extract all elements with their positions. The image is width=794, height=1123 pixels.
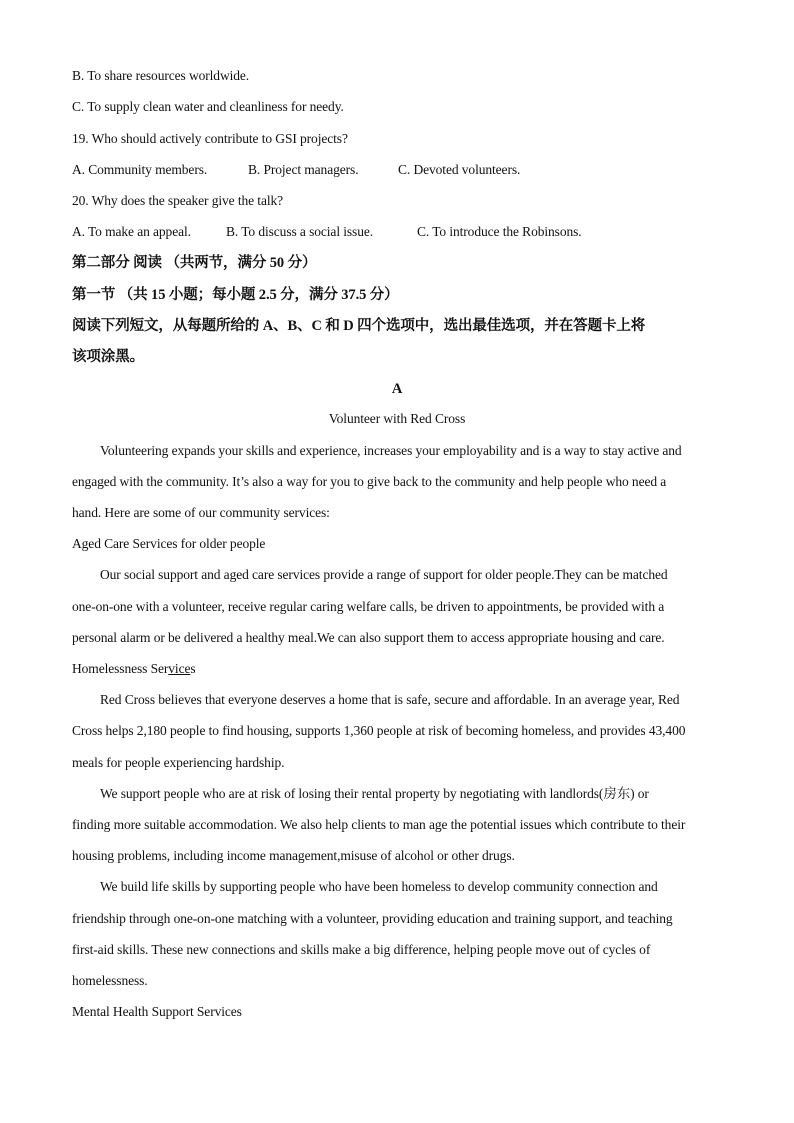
option-20-c: C. To introduce the Robinsons. xyxy=(417,224,582,239)
question-19: 19. Who should actively contribute to GSI projects? xyxy=(72,131,348,146)
home-line-6: housing problems, including income management,misuse of alcohol or other drugs. xyxy=(72,848,515,863)
instruction-line-1: 阅读下列短文，从每题所给的 A、B、C 和 D 四个选项中，选出最佳选项，并在答题卡上将 xyxy=(72,318,646,334)
aged-line-1: Our social support and aged care services provide a range of support for older people.They can be matched xyxy=(100,567,668,582)
heading-mental-health: Mental Health Support Services xyxy=(72,1004,242,1019)
options-20 xyxy=(72,223,582,241)
option-18-b: B. To share resources worldwide. xyxy=(72,68,250,83)
home-line-8: friendship through one-on-one matching with a volunteer, providing education and training support, and teaching xyxy=(72,911,673,926)
option-19-b: B. Project managers. xyxy=(248,162,359,177)
heading-aged-care: Aged Care Services for older people xyxy=(72,536,266,551)
home-line-7: We build life skills by supporting people who have been homeless to develop community connection and xyxy=(100,879,658,894)
passage-title: Volunteer with Red Cross xyxy=(328,411,466,426)
question-20: 20. Why does the speaker give the talk? xyxy=(72,193,284,208)
home-line-10: homelessness. xyxy=(72,973,148,988)
aged-line-3: personal alarm or be delivered a healthy meal.We can also support them to access appropriate housing and care. xyxy=(72,630,665,645)
instruction-line-2: 该项涂黑。 xyxy=(72,349,144,365)
home-line-5: finding more suitable accommodation. We also help clients to man age the potential issues which contribute to their xyxy=(72,817,686,832)
home-line-2: Cross helps 2,180 people to find housing, supports 1,360 people at risk of becoming homeless, and provides 43,400 xyxy=(72,723,686,738)
option-19-a: A. Community members. xyxy=(72,162,208,177)
subsection-title: 第一节 （共 15 小题；每小题 2.5 分，满分 37.5 分） xyxy=(72,287,399,303)
intro-line-3: hand. Here are some of our community services: xyxy=(72,505,330,520)
intro-line-1: Volunteering expands your skills and experience, increases your employability and is a way to stay active and xyxy=(100,443,682,458)
part-title: 第二部分 阅读 （共两节，满分 50 分） xyxy=(72,255,317,271)
heading-homelessness xyxy=(72,660,196,678)
heading-homelessness-part-1: Homelessness Ser xyxy=(72,661,169,676)
option-18-c: C. To supply clean water and cleanliness for needy. xyxy=(72,99,344,114)
passage-label: A xyxy=(391,381,403,397)
option-20-a: A. To make an appeal. xyxy=(72,224,191,239)
home-line-3: meals for people experiencing hardship. xyxy=(72,755,285,770)
options-19 xyxy=(72,161,520,179)
home-line-1: Red Cross believes that everyone deserves a home that is safe, secure and affordable. In an average year, Red xyxy=(100,692,680,707)
option-20-b: B. To discuss a social issue. xyxy=(226,224,374,239)
intro-line-2: engaged with the community. It’s also a way for you to give back to the community and help people who need a xyxy=(72,474,667,489)
aged-line-2: one-on-one with a volunteer, receive regular caring welfare calls, be driven to appointments, be provided with a xyxy=(72,599,665,614)
home-line-4: We support people who are at risk of losing their rental property by negotiating with landlords(房东) or xyxy=(100,786,649,801)
heading-homelessness-underlined: vice xyxy=(168,661,191,676)
heading-homelessness-part-3: s xyxy=(190,661,196,676)
home-line-9: first-aid skills. These new connections and skills make a big difference, helping people move out of cycles of xyxy=(72,942,651,957)
option-19-c: C. Devoted volunteers. xyxy=(398,162,521,177)
